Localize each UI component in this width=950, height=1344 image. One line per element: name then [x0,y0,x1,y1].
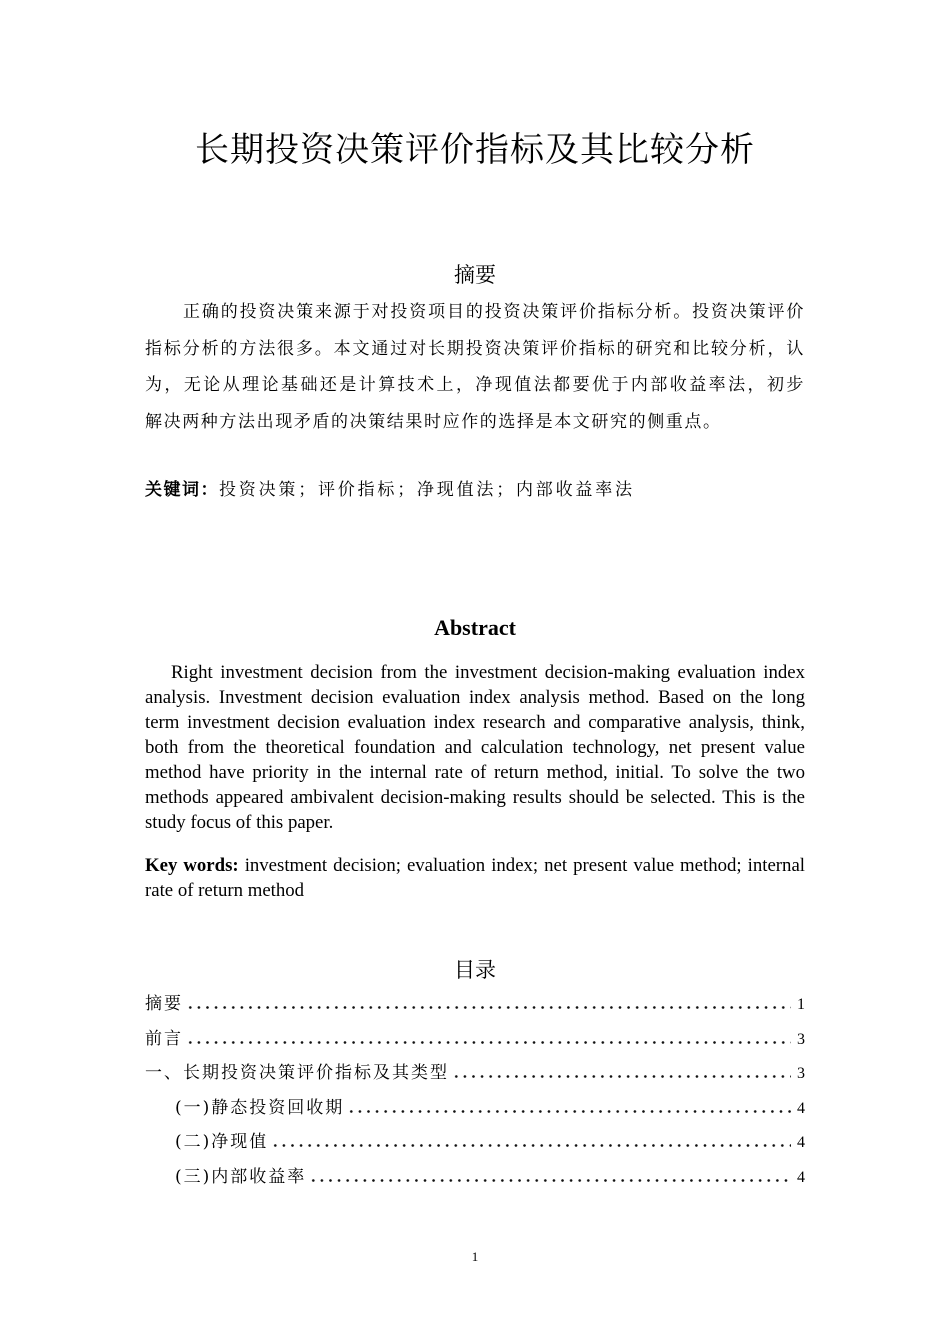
toc-entry-label: 摘要 [145,994,183,1014]
abstract-en-line: Right investment decision from the investment decision-making evaluation index [171,662,805,683]
toc-entry-page-number: 4 [797,1168,805,1186]
toc-entry-page-number: 3 [797,1065,805,1083]
toc-subentry [145,1125,805,1160]
abstract-en-paragraph [145,660,805,835]
keywords-cn-text: 投资决策；评价指标；净现值法；内部收益率法 [219,480,635,500]
abstract-en-line: term investment decision evaluation index research and comparative analysis, think, [145,712,805,733]
keywords-en-line [145,853,805,878]
toc-entry [145,1056,805,1091]
toc-entry-page-number: 4 [797,1134,805,1152]
toc-entry-label: (二)净现值 [175,1132,269,1153]
toc-dot-leader [186,999,791,1009]
abstract-en-line: study focus of this paper. [145,812,334,833]
document-title: 长期投资决策评价指标及其比较分析 [195,130,755,170]
keywords-en-line [145,878,805,903]
abstract-cn-line: 正确的投资决策来源于对投资项目的投资决策评价指标分析。投资决策评价 [183,302,805,322]
toc-heading: 目录 [454,958,496,982]
abstract-en-line: analysis. Investment decision evaluation index analysis method. Based on the long [145,687,805,708]
toc-entry [145,987,805,1022]
keywords-en-text: investment decision; evaluation index; net present value method; internal [244,855,805,876]
abstract-en-line: method have priority in the internal rate of return method, initial. To solve the two [145,762,805,783]
keywords-en-label: Key words: [145,855,239,876]
toc-dot-leader [271,1137,791,1147]
keywords-cn [145,475,805,505]
toc-subentry [145,1160,805,1195]
keywords-cn-label: 关键词： [145,480,219,500]
table-of-contents [145,987,805,1195]
keywords-en-text: rate of return method [145,880,305,901]
toc-entry-label: 一、长期投资决策评价指标及其类型 [145,1063,449,1084]
toc-entry [145,1022,805,1057]
keywords-en [145,853,805,903]
toc-dot-leader [186,1034,791,1044]
abstract-cn-line: 解决两种方法出现矛盾的决策结果时应作的选择是本文研究的侧重点。 [145,411,722,432]
page-number: 1 [471,1249,479,1264]
abstract-en-heading: Abstract [434,615,516,640]
abstract-cn-paragraph [145,294,805,440]
toc-entry-page-number: 3 [797,1030,805,1048]
abstract-en-line: both from the theoretical foundation and calculation technology, net present value [145,737,805,758]
toc-subentry [145,1091,805,1126]
toc-entry-label: (三)内部收益率 [175,1166,307,1187]
abstract-cn-heading: 摘要 [454,263,496,287]
abstract-cn-line: 指标分析的方法很多。本文通过对长期投资决策评价指标的研究和比较分析，认 [145,338,805,359]
toc-dot-leader [309,1172,791,1182]
abstract-cn-line: 为，无论从理论基础还是计算技术上，净现值法都要优于内部收益率法，初步 [145,375,805,395]
toc-entry-label: (一)静态投资回收期 [175,1097,345,1118]
toc-dot-leader [452,1068,791,1078]
toc-entry-label: 前言 [145,1028,183,1049]
toc-dot-leader [347,1103,791,1113]
toc-entry-page-number: 4 [797,1099,805,1117]
toc-entry-page-number: 1 [797,996,805,1013]
abstract-en-line: methods appeared ambivalent decision-making results should be selected. This is the [145,787,805,808]
